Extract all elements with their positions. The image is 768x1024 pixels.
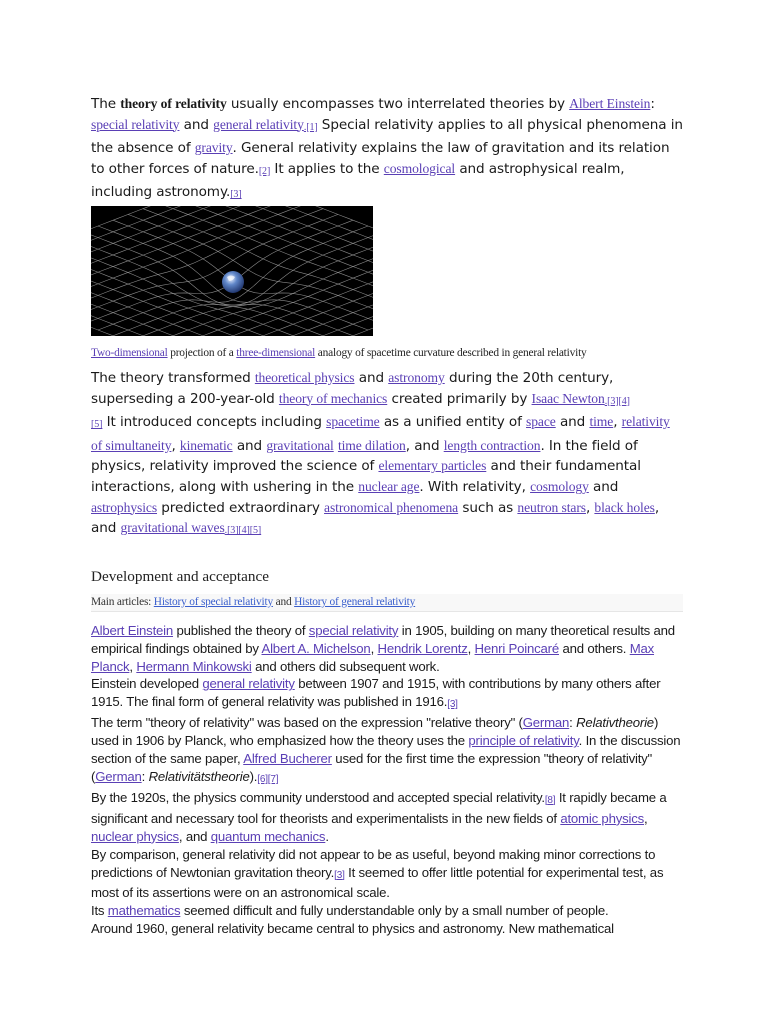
text: , and bbox=[178, 828, 211, 844]
link-time-dilation[interactable]: time dilation bbox=[337, 437, 406, 453]
text: and bbox=[232, 437, 267, 454]
link-space[interactable]: space bbox=[526, 414, 556, 430]
text: and bbox=[354, 369, 389, 386]
text: projection of a bbox=[167, 346, 237, 359]
text: ) used in 1906 by Planck, who emphasized how the theory uses the bbox=[91, 715, 659, 749]
second-paragraph bbox=[91, 368, 683, 542]
text: and bbox=[555, 414, 590, 431]
link-length-contraction[interactable]: length contraction bbox=[443, 437, 541, 453]
link-cosmological[interactable]: cosmological bbox=[383, 160, 456, 176]
ref-3[interactable]: [3] bbox=[230, 189, 242, 201]
text: used for the first time the expression "theory of relativity" ( bbox=[91, 751, 653, 784]
text: : bbox=[650, 96, 655, 112]
ref-8[interactable]: [8] bbox=[544, 794, 556, 806]
text: The bbox=[91, 96, 121, 112]
link-poincare[interactable]: Henri Poincaré bbox=[474, 640, 559, 656]
figure-caption bbox=[91, 346, 683, 360]
text: and bbox=[272, 595, 295, 608]
bold-term: theory of relativity bbox=[120, 96, 227, 111]
text: analogy of spacetime curvature described in general relativity bbox=[315, 346, 587, 359]
text: and others did subsequent work. bbox=[251, 658, 440, 674]
text: , bbox=[467, 640, 475, 656]
text: Its bbox=[91, 903, 108, 919]
link-history-special-relativity[interactable]: History of special relativity bbox=[153, 595, 273, 608]
section-heading: Development and acceptance bbox=[91, 567, 269, 585]
earth-icon bbox=[222, 271, 244, 293]
body-paragraph-3 bbox=[91, 714, 683, 789]
intro-paragraph bbox=[91, 94, 683, 206]
link-elementary-particles[interactable]: elementary particles bbox=[378, 458, 487, 474]
text: published the theory of bbox=[173, 622, 309, 638]
text: , bbox=[370, 640, 378, 656]
link-special-relativity[interactable]: special relativity bbox=[91, 116, 180, 132]
link-german-2[interactable]: German bbox=[95, 768, 142, 784]
link-general-relativity[interactable]: general relativity bbox=[213, 116, 304, 132]
ref-1[interactable]: .[1] bbox=[303, 121, 318, 133]
text: . In the field of physics, relativity improved the science of bbox=[91, 437, 638, 475]
body-paragraph-6 bbox=[91, 902, 683, 920]
main-articles-hatnote bbox=[91, 594, 683, 612]
text: . With relativity, bbox=[419, 478, 531, 495]
link-theoretical-physics[interactable]: theoretical physics bbox=[254, 369, 355, 385]
link-kinematic[interactable]: kinematic bbox=[179, 437, 233, 453]
text: Einstein developed bbox=[91, 676, 203, 692]
link-michelson[interactable]: Albert A. Michelson bbox=[261, 640, 371, 656]
text: usually encompasses two interrelated theories by bbox=[226, 96, 570, 112]
link-alfred-bucherer[interactable]: Alfred Bucherer bbox=[243, 751, 332, 767]
text: Main articles: bbox=[91, 595, 154, 608]
text: , bbox=[644, 810, 648, 826]
link-max-planck[interactable]: Max Planck bbox=[91, 640, 655, 674]
link-cosmology[interactable]: cosmology bbox=[530, 478, 589, 494]
text: , bbox=[171, 437, 180, 454]
text: , and bbox=[91, 499, 660, 537]
link-nuclear-age[interactable]: nuclear age bbox=[358, 478, 420, 494]
link-principle-of-relativity[interactable]: principle of relativity bbox=[468, 733, 579, 749]
text: Special relativity applies to all physical phenomena in the absence of bbox=[91, 116, 683, 157]
italic-term: Relativitätstheorie bbox=[148, 768, 250, 784]
ref-3b[interactable]: [3] bbox=[447, 699, 458, 711]
text: It applies to the bbox=[270, 160, 384, 177]
section-body bbox=[91, 622, 683, 938]
spacetime-curvature-image bbox=[91, 206, 373, 336]
link-astrophysics[interactable]: astrophysics bbox=[91, 499, 158, 515]
text: such as bbox=[458, 499, 518, 516]
text: It rapidly became a significant and necessary tool for theorists and experimentalists in the new fields of bbox=[91, 789, 667, 826]
italic-term: Relativtheorie bbox=[576, 715, 654, 731]
text: and others. bbox=[558, 640, 630, 656]
link-spacetime[interactable]: spacetime bbox=[326, 414, 380, 430]
text: It seemed to offer little potential for experimental test, as most of its assertions were on an astronomical scale. bbox=[91, 864, 664, 901]
link-lorentz[interactable]: Hendrik Lorentz bbox=[377, 640, 468, 656]
text: and their fundamental interactions, along with ushering in the bbox=[91, 458, 641, 495]
link-relativity-of-simultaneity[interactable]: relativity of simultaneity bbox=[91, 414, 670, 453]
link-general-relativity-2[interactable]: general relativity bbox=[202, 676, 295, 692]
text: in 1905, building on many theoretical results and empirical findings obtained by bbox=[91, 622, 675, 656]
text: . bbox=[325, 828, 329, 844]
article-content bbox=[91, 94, 683, 938]
body-paragraph-1 bbox=[91, 622, 683, 676]
link-minkowski[interactable]: Hermann Minkowski bbox=[136, 658, 252, 674]
body-paragraph-5 bbox=[91, 846, 683, 903]
link-nuclear-physics[interactable]: nuclear physics bbox=[91, 828, 179, 844]
text: , and bbox=[405, 437, 444, 454]
text: : bbox=[141, 768, 149, 784]
link-theory-of-mechanics[interactable]: theory of mechanics bbox=[278, 390, 388, 406]
link-gravitational-waves[interactable]: gravitational waves bbox=[120, 520, 225, 536]
text: The theory transformed bbox=[91, 369, 255, 386]
text: as a unified entity of bbox=[379, 414, 527, 431]
text: By comparison, general relativity did not appear to be as useful, beyond making minor corrections to predictions of Newtonian gravitation theory. bbox=[91, 846, 656, 880]
link-german-1[interactable]: German bbox=[522, 715, 570, 731]
link-isaac-newton[interactable]: Isaac Newton bbox=[531, 390, 605, 406]
link-black-holes[interactable]: black holes bbox=[594, 499, 655, 515]
link-astronomical-phenomena[interactable]: astronomical phenomena bbox=[324, 499, 459, 515]
link-gravitational[interactable]: gravitational bbox=[266, 437, 334, 453]
body-paragraph-2 bbox=[91, 675, 683, 714]
text: seemed difficult and fully understandable only by a small number of people. bbox=[180, 903, 609, 919]
link-history-general-relativity[interactable]: History of general relativity bbox=[294, 595, 416, 608]
text: , bbox=[613, 414, 622, 431]
link-gravity[interactable]: gravity bbox=[194, 140, 233, 156]
link-neutron-stars[interactable]: neutron stars bbox=[517, 499, 586, 515]
text: between 1907 and 1915, with contributions by many others after 1915. The final form of general relativity was published in 1916. bbox=[91, 676, 661, 710]
text: . In the discussion section of the same paper, bbox=[91, 733, 681, 767]
link-three-dimensional[interactable]: three-dimensional bbox=[236, 346, 316, 359]
link-albert-einstein-2[interactable]: Albert Einstein bbox=[91, 622, 174, 638]
text: By the 1920s, the physics community understood and accepted special relativity. bbox=[91, 789, 545, 805]
body-paragraph-4 bbox=[91, 789, 683, 846]
text: and astrophysical realm, including astronomy. bbox=[91, 160, 625, 201]
text: , bbox=[129, 658, 137, 674]
text: ). bbox=[249, 768, 258, 784]
text: and bbox=[588, 478, 619, 495]
text: and bbox=[179, 116, 214, 133]
ref-3-4-5[interactable]: .[3][4][5] bbox=[224, 525, 262, 537]
link-mathematics[interactable]: mathematics bbox=[107, 903, 181, 919]
body-paragraph-7 bbox=[91, 920, 683, 938]
link-astronomy[interactable]: astronomy bbox=[388, 369, 445, 385]
text: : bbox=[569, 715, 577, 731]
ref-5[interactable]: [5] bbox=[91, 419, 103, 431]
link-quantum-mechanics[interactable]: quantum mechanics bbox=[210, 828, 326, 844]
link-atomic-physics[interactable]: atomic physics bbox=[560, 810, 645, 826]
ref-6-7[interactable]: [6][7] bbox=[257, 773, 279, 785]
link-two-dimensional[interactable]: Two-dimensional bbox=[91, 346, 168, 359]
link-albert-einstein[interactable]: Albert Einstein bbox=[569, 96, 651, 111]
text: predicted extraordinary bbox=[157, 499, 325, 516]
text: created primarily by bbox=[387, 390, 532, 407]
spacetime-grid-graphic bbox=[91, 206, 373, 336]
text: , bbox=[585, 499, 595, 516]
ref-2[interactable]: [2] bbox=[258, 165, 271, 177]
text: Around 1960, general relativity became central to physics and astronomy. New mathematical bbox=[91, 921, 614, 937]
text: The term "theory of relativity" was based on the expression "relative theory" ( bbox=[91, 715, 523, 731]
link-time[interactable]: time bbox=[589, 414, 614, 430]
text: . General relativity explains the law of gravitation and its relation to other forces of nature. bbox=[91, 140, 670, 177]
ref-3c[interactable]: [3] bbox=[334, 869, 345, 881]
text: during the 20th century, superseding a 200-year-old bbox=[91, 369, 614, 407]
text: It introduced concepts including bbox=[102, 414, 327, 431]
ref-3-4[interactable]: .[3][4] bbox=[604, 395, 630, 407]
link-special-relativity-2[interactable]: special relativity bbox=[308, 622, 399, 638]
